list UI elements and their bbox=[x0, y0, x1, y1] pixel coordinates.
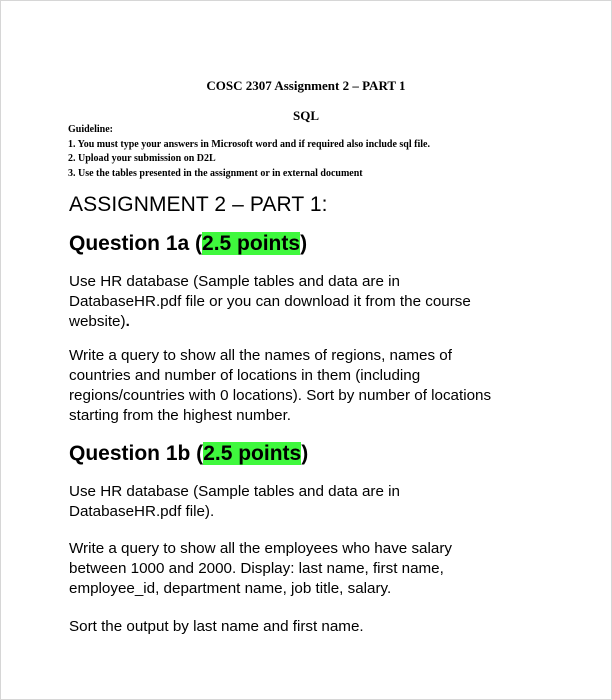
question-1b-paragraph-3: Sort the output by last name and first name. bbox=[69, 618, 364, 635]
question-1a-paragraph-2 bbox=[69, 346, 559, 426]
q1a-p1-end: . bbox=[125, 313, 130, 330]
document-title: COSC 2307 Assignment 2 – PART 1 bbox=[206, 78, 406, 93]
question-1a-heading bbox=[69, 232, 307, 256]
q1b-p1-line: DatabaseHR.pdf file). bbox=[69, 503, 215, 520]
question-1b-points: 2.5 points bbox=[203, 442, 302, 465]
guideline-heading: Guideline: bbox=[68, 124, 114, 135]
q1b-p2-line: employee_id, department name, job title, salary. bbox=[69, 580, 392, 597]
document-subtitle: SQL bbox=[292, 108, 319, 123]
q1b-p1-line: Use HR database (Sample tables and data are in bbox=[69, 483, 400, 500]
question-1a-label: Question 1a ( bbox=[69, 232, 203, 255]
guideline-item: 2. Upload your submission on D2L bbox=[68, 153, 216, 164]
q1a-p2-line: regions/countries with 0 locations). Sort by number of locations bbox=[69, 387, 492, 404]
question-1a-points: 2.5 points bbox=[202, 232, 301, 255]
question-1b-paragraph-2 bbox=[69, 539, 559, 599]
question-1b-close: ) bbox=[301, 442, 309, 465]
question-1b-paragraph-1 bbox=[69, 482, 559, 522]
q1a-p2-line: starting from the highest number. bbox=[69, 407, 292, 424]
q1a-p2-line: Write a query to show all the names of regions, names of bbox=[69, 347, 452, 364]
section-heading: ASSIGNMENT 2 – PART 1: bbox=[69, 193, 328, 216]
question-1b-heading bbox=[69, 442, 308, 466]
q1a-p1-line: website) bbox=[69, 313, 126, 330]
q1a-p1-line: Use HR database (Sample tables and data are in bbox=[69, 273, 400, 290]
guideline-list bbox=[68, 138, 588, 182]
q1a-p2-line: countries and number of locations in them (including bbox=[69, 367, 421, 384]
question-1a-paragraph-1 bbox=[69, 272, 559, 332]
q1a-p1-line: DatabaseHR.pdf file or you can download it from the course bbox=[69, 293, 471, 310]
question-1b-label: Question 1b ( bbox=[69, 442, 204, 465]
guideline-item: 3. Use the tables presented in the assignment or in external document bbox=[68, 167, 363, 179]
q1b-p2-line: Write a query to show all the employees who have salary bbox=[69, 540, 452, 557]
guideline-item: 1. You must type your answers in Microsoft word and if required also include sql file. bbox=[68, 138, 430, 150]
q1b-p2-line: between 1000 and 2000. Display: last name, first name, bbox=[69, 560, 444, 577]
guideline-block bbox=[68, 123, 588, 181]
question-1a-close: ) bbox=[300, 232, 308, 255]
